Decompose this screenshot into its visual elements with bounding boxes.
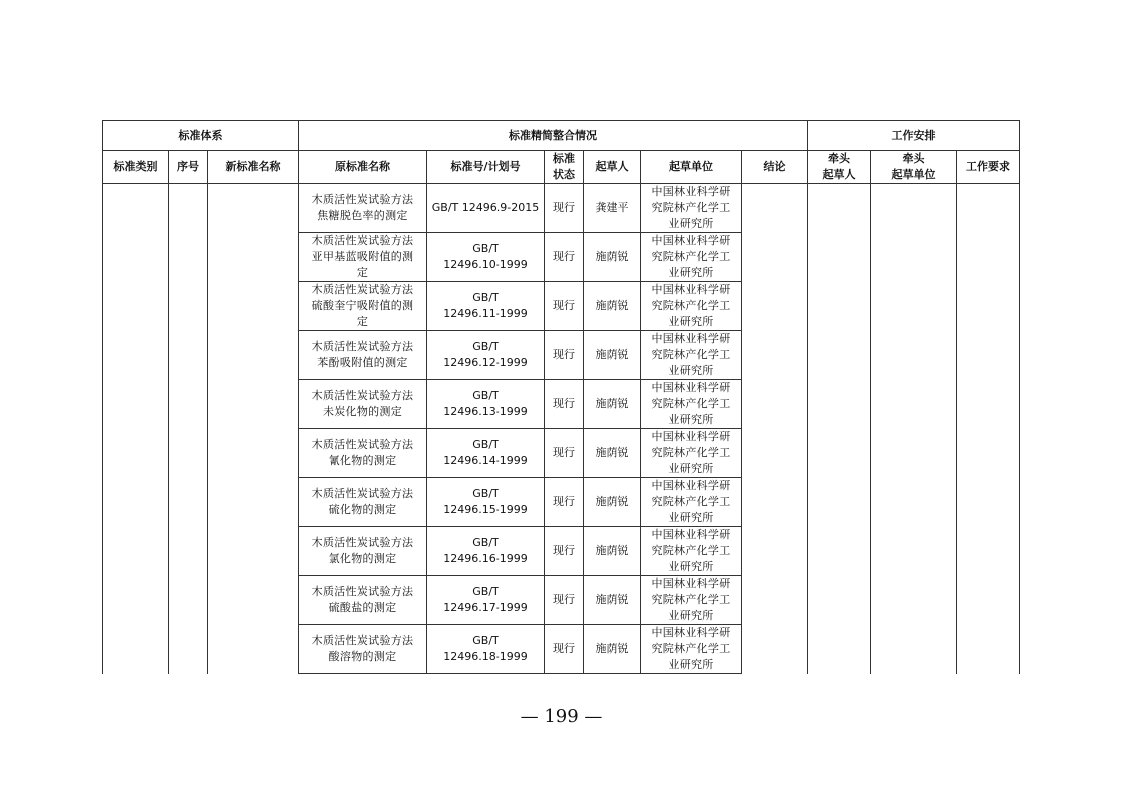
drafter-cell <box>584 331 641 380</box>
code-cell <box>427 184 545 233</box>
unit-line: 业研究所 <box>668 315 714 328</box>
code-line: GB/T <box>472 487 499 500</box>
group-header-work: 工作安排 <box>808 121 1020 151</box>
status-value: 现行 <box>553 299 575 312</box>
code-cell <box>427 527 545 576</box>
orig-name-cell <box>299 184 427 233</box>
category-cell <box>103 184 169 674</box>
orig-name-line: 亚甲基蓝吸附值的测 <box>311 250 414 263</box>
unit-line: 中国林业科学研 <box>651 185 731 198</box>
unit-line: 中国林业科学研 <box>651 528 731 541</box>
unit-cell <box>641 184 742 233</box>
unit-line: 业研究所 <box>668 217 714 230</box>
col-header-requirement: 工作要求 <box>957 151 1020 184</box>
drafter-value: 施荫锐 <box>595 544 629 557</box>
code-line: GB/T <box>472 291 499 304</box>
unit-line: 中国林业科学研 <box>651 577 731 590</box>
drafter-cell <box>584 429 641 478</box>
col-header-lead-unit <box>871 151 957 184</box>
orig-name-line: 定 <box>356 266 369 279</box>
unit-cell <box>641 527 742 576</box>
drafter-cell <box>584 184 641 233</box>
orig-name-cell <box>299 380 427 429</box>
orig-name-line: 氯化物的测定 <box>328 552 397 565</box>
orig-name-cell <box>299 331 427 380</box>
orig-name-line: 木质活性炭试验方法 <box>311 536 414 549</box>
col-header-status-line1: 标准 <box>553 152 575 165</box>
unit-line: 中国林业科学研 <box>651 234 731 247</box>
status-cell <box>545 527 584 576</box>
col-header-seq: 序号 <box>169 151 208 184</box>
orig-name-line: 硫酸奎宁吸附值的测 <box>311 299 414 312</box>
unit-line: 究院林产化学工 <box>651 397 731 410</box>
code-line: 12496.11-1999 <box>443 307 528 320</box>
unit-line: 究院林产化学工 <box>651 348 731 361</box>
code-line: 12496.12-1999 <box>443 356 528 369</box>
status-value: 现行 <box>553 348 575 361</box>
code-cell <box>427 478 545 527</box>
unit-line: 中国林业科学研 <box>651 381 731 394</box>
code-line: 12496.14-1999 <box>443 454 528 467</box>
unit-cell <box>641 282 742 331</box>
unit-line: 究院林产化学工 <box>651 495 731 508</box>
code-cell <box>427 233 545 282</box>
drafter-value: 施荫锐 <box>595 593 629 606</box>
orig-name-line: 木质活性炭试验方法 <box>311 438 414 451</box>
unit-cell <box>641 331 742 380</box>
unit-line: 究院林产化学工 <box>651 299 731 312</box>
unit-line: 究院林产化学工 <box>651 201 731 214</box>
unit-cell <box>641 233 742 282</box>
orig-name-cell <box>299 233 427 282</box>
orig-name-line: 氰化物的测定 <box>328 454 397 467</box>
unit-line: 究院林产化学工 <box>651 642 731 655</box>
unit-cell <box>641 429 742 478</box>
drafter-value: 施荫锐 <box>595 348 629 361</box>
col-header-status <box>545 151 584 184</box>
code-cell <box>427 282 545 331</box>
unit-cell <box>641 380 742 429</box>
unit-line: 究院林产化学工 <box>651 446 731 459</box>
code-line: GB/T <box>472 585 499 598</box>
status-cell <box>545 380 584 429</box>
drafter-cell <box>584 282 641 331</box>
code-line: GB/T <box>472 340 499 353</box>
unit-line: 业研究所 <box>668 560 714 573</box>
unit-line: 中国林业科学研 <box>651 479 731 492</box>
code-line: GB/T <box>472 242 499 255</box>
unit-line: 业研究所 <box>668 658 714 671</box>
unit-line: 业研究所 <box>668 462 714 475</box>
group-header-integration: 标准精简整合情况 <box>299 121 808 151</box>
drafter-cell <box>584 380 641 429</box>
status-value: 现行 <box>553 446 575 459</box>
drafter-value: 施荫锐 <box>595 642 629 655</box>
code-cell <box>427 331 545 380</box>
drafter-value: 施荫锐 <box>595 446 629 459</box>
orig-name-cell <box>299 625 427 674</box>
code-cell <box>427 625 545 674</box>
unit-cell <box>641 625 742 674</box>
orig-name-line: 未炭化物的测定 <box>322 405 403 418</box>
drafter-cell <box>584 478 641 527</box>
conclusion-cell <box>742 184 808 674</box>
col-header-lead-drafter <box>808 151 871 184</box>
status-value: 现行 <box>553 397 575 410</box>
status-cell <box>545 184 584 233</box>
code-line: 12496.16-1999 <box>443 552 528 565</box>
unit-line: 业研究所 <box>668 364 714 377</box>
status-cell <box>545 478 584 527</box>
unit-line: 中国林业科学研 <box>651 283 731 296</box>
status-cell <box>545 233 584 282</box>
status-value: 现行 <box>553 544 575 557</box>
code-line: GB/T 12496.9-2015 <box>431 201 540 214</box>
orig-name-line: 木质活性炭试验方法 <box>311 585 414 598</box>
group-header-row <box>103 121 1020 151</box>
orig-name-line: 硫酸盐的测定 <box>328 601 397 614</box>
col-header-status-line2: 状态 <box>553 168 575 181</box>
col-header-category: 标准类别 <box>103 151 169 184</box>
status-value: 现行 <box>553 593 575 606</box>
code-line: 12496.15-1999 <box>443 503 528 516</box>
drafter-cell <box>584 233 641 282</box>
seq-cell <box>169 184 208 674</box>
col-header-code: 标准号/计划号 <box>427 151 545 184</box>
drafter-cell <box>584 576 641 625</box>
unit-line: 业研究所 <box>668 266 714 279</box>
drafter-value: 施荫锐 <box>595 250 629 263</box>
status-value: 现行 <box>553 642 575 655</box>
status-cell <box>545 331 584 380</box>
col-header-lead-drafter-line2: 起草人 <box>822 168 856 181</box>
code-line: GB/T <box>472 389 499 402</box>
drafter-value: 龚建平 <box>595 201 629 214</box>
orig-name-cell <box>299 429 427 478</box>
orig-name-line: 木质活性炭试验方法 <box>311 487 414 500</box>
unit-line: 中国林业科学研 <box>651 430 731 443</box>
drafter-cell <box>584 527 641 576</box>
unit-line: 业研究所 <box>668 609 714 622</box>
status-cell <box>545 576 584 625</box>
unit-line: 中国林业科学研 <box>651 332 731 345</box>
code-line: 12496.17-1999 <box>443 601 528 614</box>
status-value: 现行 <box>553 201 575 214</box>
status-cell <box>545 429 584 478</box>
orig-name-line: 焦糖脱色率的测定 <box>317 209 408 222</box>
standards-table <box>102 120 1020 674</box>
unit-line: 业研究所 <box>668 511 714 524</box>
col-header-lead-drafter-line1: 牵头 <box>828 152 850 165</box>
unit-line: 中国林业科学研 <box>651 626 731 639</box>
col-header-unit: 起草单位 <box>641 151 742 184</box>
orig-name-line: 木质活性炭试验方法 <box>311 340 414 353</box>
table-row <box>103 184 1020 233</box>
orig-name-line: 木质活性炭试验方法 <box>311 634 414 647</box>
orig-name-line: 定 <box>356 315 369 328</box>
orig-name-line: 木质活性炭试验方法 <box>311 389 414 402</box>
orig-name-cell <box>299 576 427 625</box>
status-value: 现行 <box>553 495 575 508</box>
lead-unit-cell <box>871 184 957 674</box>
page-number: — 199 — <box>520 706 603 727</box>
orig-name-line: 木质活性炭试验方法 <box>311 283 414 296</box>
orig-name-line: 硫化物的测定 <box>328 503 397 516</box>
col-header-lead-unit-line1: 牵头 <box>902 152 925 165</box>
drafter-value: 施荫锐 <box>595 299 629 312</box>
orig-name-cell <box>299 282 427 331</box>
group-header-system: 标准体系 <box>103 121 299 151</box>
col-header-conclusion: 结论 <box>742 151 808 184</box>
col-header-orig-name: 原标准名称 <box>299 151 427 184</box>
col-header-new-name: 新标准名称 <box>208 151 299 184</box>
drafter-value: 施荫锐 <box>595 397 629 410</box>
orig-name-cell <box>299 527 427 576</box>
drafter-cell <box>584 625 641 674</box>
code-line: 12496.10-1999 <box>443 258 528 271</box>
orig-name-cell <box>299 478 427 527</box>
column-header-row <box>103 151 1020 184</box>
requirement-cell <box>957 184 1020 674</box>
unit-cell <box>641 576 742 625</box>
status-value: 现行 <box>553 250 575 263</box>
code-line: GB/T <box>472 536 499 549</box>
status-cell <box>545 282 584 331</box>
orig-name-line: 酸溶物的测定 <box>328 650 397 663</box>
code-cell <box>427 380 545 429</box>
unit-line: 究院林产化学工 <box>651 250 731 263</box>
code-line: 12496.18-1999 <box>443 650 528 663</box>
unit-line: 究院林产化学工 <box>651 593 731 606</box>
code-cell <box>427 576 545 625</box>
code-line: 12496.13-1999 <box>443 405 528 418</box>
col-header-lead-unit-line2: 起草单位 <box>891 168 936 181</box>
unit-line: 究院林产化学工 <box>651 544 731 557</box>
drafter-value: 施荫锐 <box>595 495 629 508</box>
table-body <box>103 184 1020 674</box>
orig-name-line: 木质活性炭试验方法 <box>311 193 414 206</box>
code-line: GB/T <box>472 634 499 647</box>
code-cell <box>427 429 545 478</box>
new-name-cell <box>208 184 299 674</box>
unit-cell <box>641 478 742 527</box>
orig-name-line: 木质活性炭试验方法 <box>311 234 414 247</box>
orig-name-line: 苯酚吸附值的测定 <box>317 356 408 369</box>
standards-table-wrapper <box>102 120 1020 674</box>
code-line: GB/T <box>472 438 499 451</box>
status-cell <box>545 625 584 674</box>
unit-line: 业研究所 <box>668 413 714 426</box>
lead-drafter-cell <box>808 184 871 674</box>
col-header-drafter: 起草人 <box>584 151 641 184</box>
